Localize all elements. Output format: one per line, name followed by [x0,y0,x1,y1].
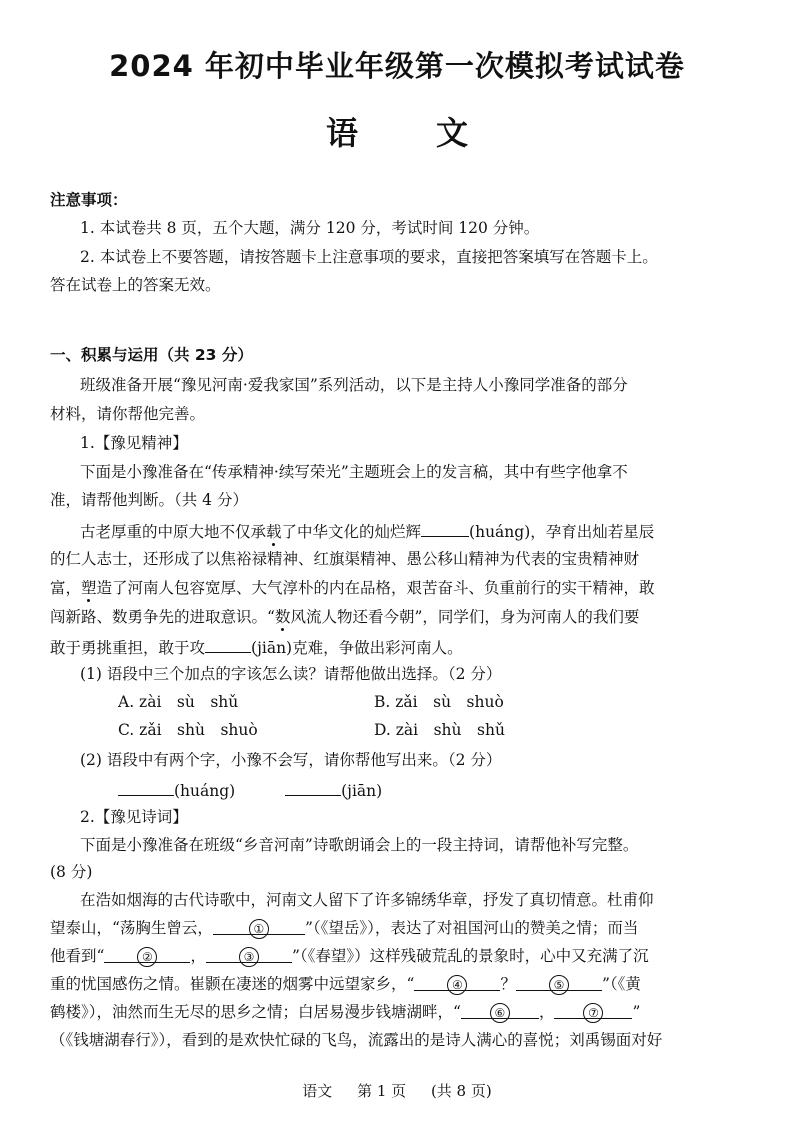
q1-desc-cont: 准，请帮他判断。（共 4 分） [50,491,248,509]
poem-text-6: （《钱塘湖春行》），看到的是欢快忙碌的飞鸟，流露出的是诗人满心的喜悦；刘禹锡面对好 [50,1031,663,1049]
q1-title: 1.【豫见精神】 [80,434,188,452]
answer-blank: ⑦ [554,1002,632,1019]
answer-blank: ② [104,946,190,963]
answer-blank: ③ [206,946,292,963]
q2-desc: 下面是小豫准备在班级“乡音河南”诗歌朗诵会上的一段主持词，请帮他补写完整。 [80,836,639,854]
passage-line-1: 古老厚重的中原大地不仅承载了中华文化的灿烂辉 (huáng)，孕育出灿若星辰 [80,520,794,542]
answer-blank: ⑤ [516,974,602,991]
answer-blank: ④ [414,974,500,991]
q1-options-row-2 [118,720,794,740]
poem-text-2: 望泰山，“荡胸生曾云， ① ”（《望岳》），表达了对祖国河山的赞美之情；而当 [50,919,639,937]
footer-subject: 语文 [302,1082,333,1100]
notice-item-1: 1. 本试卷共 8 页，五个大题，满分 120 分，考试时间 120 分钟。 [80,219,540,237]
answer-blank [285,779,341,796]
q1-sub-2: (2) 语段中有两个字，小豫不会写，请你帮他写出来。（2 分） [80,751,502,769]
notice-item-2-cont: 答在试卷上的答案无效。 [50,276,221,294]
footer-total: (共 8 页) [430,1082,492,1100]
section-intro: 班级准备开展“豫见河南·爱我家国”系列活动，以下是主持人小豫同学准备的部分 [80,376,628,394]
passage-line-2: 的仁人志士，还形成了以焦裕禄精神、红旗渠精神、愚公移山精神为代表的宝贵精神财 [50,550,640,568]
section-intro-cont: 材料，请你帮他完善。 [50,405,206,423]
q1-answer-blanks: (huáng) (jiān) [118,779,794,801]
notice-heading: 注意事项： [50,191,128,209]
poem-text-1: 在浩如烟海的古代诗歌中，河南文人留下了许多锦绣华章，抒发了真切情意。杜甫仰 [80,891,654,909]
q1-options-row-1 [118,692,794,712]
option-d: D. zài shù shǔ [374,721,505,739]
poem-text-3: 他看到“ ② ， ③ ”（《春望》）这样残破荒乱的景象时，心中又充满了沉 [50,947,649,965]
dotted-char: 塑 [81,579,97,597]
exam-title: 2024 年初中毕业年级第一次模拟考试试卷 [109,49,685,83]
answer-blank: ① [213,918,305,935]
answer-blank: ⑥ [461,1002,539,1019]
q2-title: 2.【豫见诗词】 [80,808,188,826]
passage-line-5: 敢于勇挑重担，敢于攻 (jiān)克难，争做出彩河南人。 [50,636,772,658]
poem-text-5: 鹤楼》），油然而生无尽的思乡之情；白居易漫步钱塘湖畔，“ ⑥ ， ⑦ ” [50,1003,641,1021]
subject-title: 语文 [325,114,546,152]
notice-item-2: 2. 本试卷上不要答题，请按答题卡上注意事项的要求，直接把答案填写在答题卡上。 [80,248,658,266]
answer-blank [421,520,469,537]
answer-blank [118,779,174,796]
q1-desc: 下面是小豫准备在“传承精神·续写荣光”主题班会上的发言稿，其中有些字他拿不 [80,463,628,481]
poem-text-4: 重的忧国感伤之情。崔颢在凄迷的烟雾中远望家乡，“ ④ ？ ⑤ ”（《黄 [50,975,641,993]
section-heading: 一、积累与运用（共 23 分） [50,346,253,364]
page-footer [0,1080,794,1101]
dotted-char: 数 [274,608,291,626]
q1-sub-1: (1) 语段中三个加点的字该怎么读？请帮他做出选择。（2 分） [80,665,502,683]
passage-line-3: 富，塑造了河南人包容宽厚、大气淳朴的内在品格，艰苦奋斗、负重前行的实干精神，敢 [50,579,655,597]
option-b: B. zǎi sù shuò [374,693,504,711]
answer-blank [205,636,251,653]
footer-page: 第 1 页 [357,1082,407,1100]
option-c: C. zǎi shù shuò [118,721,258,739]
option-a: A. zài sù shǔ [118,693,239,711]
dotted-char: 载 [266,523,282,541]
q2-desc-cont: (8 分) [50,863,93,881]
passage-line-4: 闯新路、数勇争先的进取意识。“数风流人物还看今朝”，同学们，身为河南人的我们要 [50,608,640,626]
